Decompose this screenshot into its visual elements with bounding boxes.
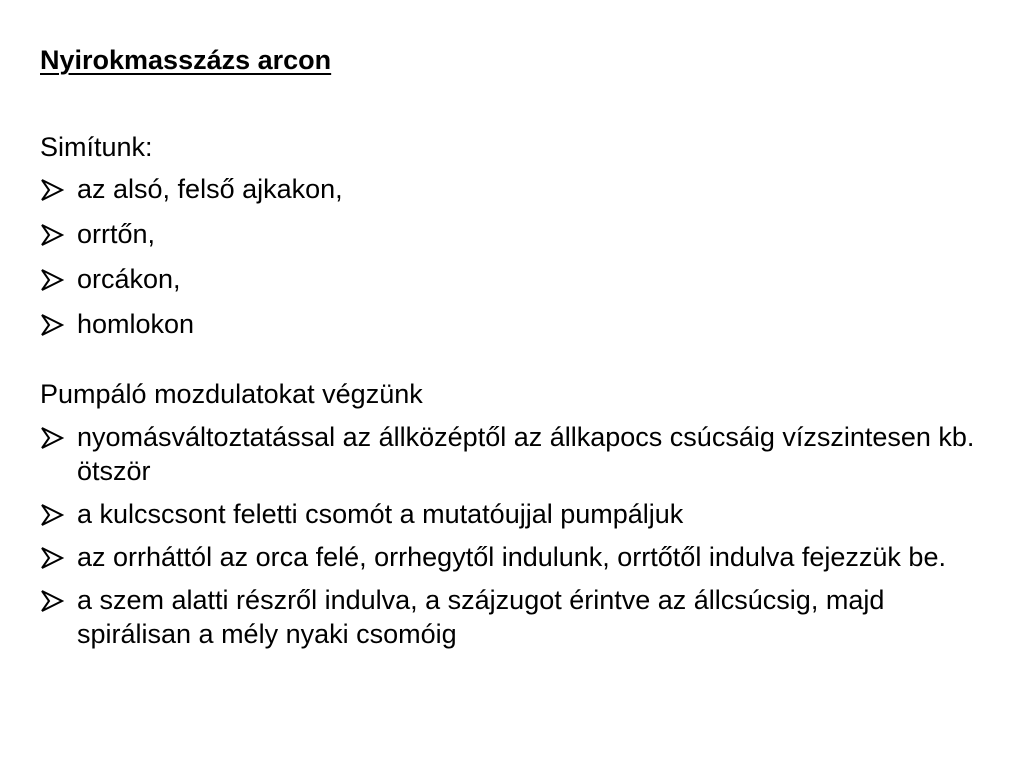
list-item-text: a szem alatti részről indulva, a szájzugot érintve az állcsúcsig, majd spirálisan a mély nyaki csomóig <box>77 585 885 649</box>
arrow-bullet-icon <box>40 504 64 526</box>
arrow-bullet-icon <box>40 427 64 449</box>
list-item <box>40 540 1000 574</box>
arrow-bullet-icon <box>40 547 64 569</box>
list-item <box>40 262 1000 296</box>
list-item <box>40 497 1000 531</box>
list-item <box>40 583 1000 651</box>
list-item-text: nyomásváltoztatással az állközéptől az állkapocs csúcsáig vízszintesen kb. ötször <box>77 422 975 486</box>
bullet-list-simitunk <box>40 172 1000 341</box>
list-item-text: homlokon <box>77 309 195 339</box>
list-item <box>40 217 1000 251</box>
bullet-list-pumpalo <box>40 420 1000 651</box>
arrow-bullet-icon <box>40 590 64 612</box>
list-item-text: az orrháttól az orca felé, orrhegytől indulunk, orrtőtől indulva fejezzük be. <box>77 542 946 572</box>
section-heading-simitunk: Simítunk: <box>40 132 153 162</box>
list-item <box>40 172 1000 206</box>
arrow-bullet-icon <box>40 269 64 291</box>
list-item <box>40 420 1000 488</box>
list-item-text: a kulcscsont feletti csomót a mutatóujjal pumpáljuk <box>77 499 684 529</box>
slide-content <box>40 38 1000 651</box>
arrow-bullet-icon <box>40 224 64 246</box>
page-title: Nyirokmasszázs arcon <box>40 45 332 75</box>
arrow-bullet-icon <box>40 314 64 336</box>
list-item-text: orrtőn, <box>77 219 156 249</box>
section-heading-pumpalo: Pumpáló mozdulatokat végzünk <box>40 379 423 409</box>
arrow-bullet-icon <box>40 179 64 201</box>
list-item <box>40 307 1000 341</box>
list-item-text: orcákon, <box>77 264 181 294</box>
list-item-text: az alsó, felső ajkakon, <box>77 174 343 204</box>
